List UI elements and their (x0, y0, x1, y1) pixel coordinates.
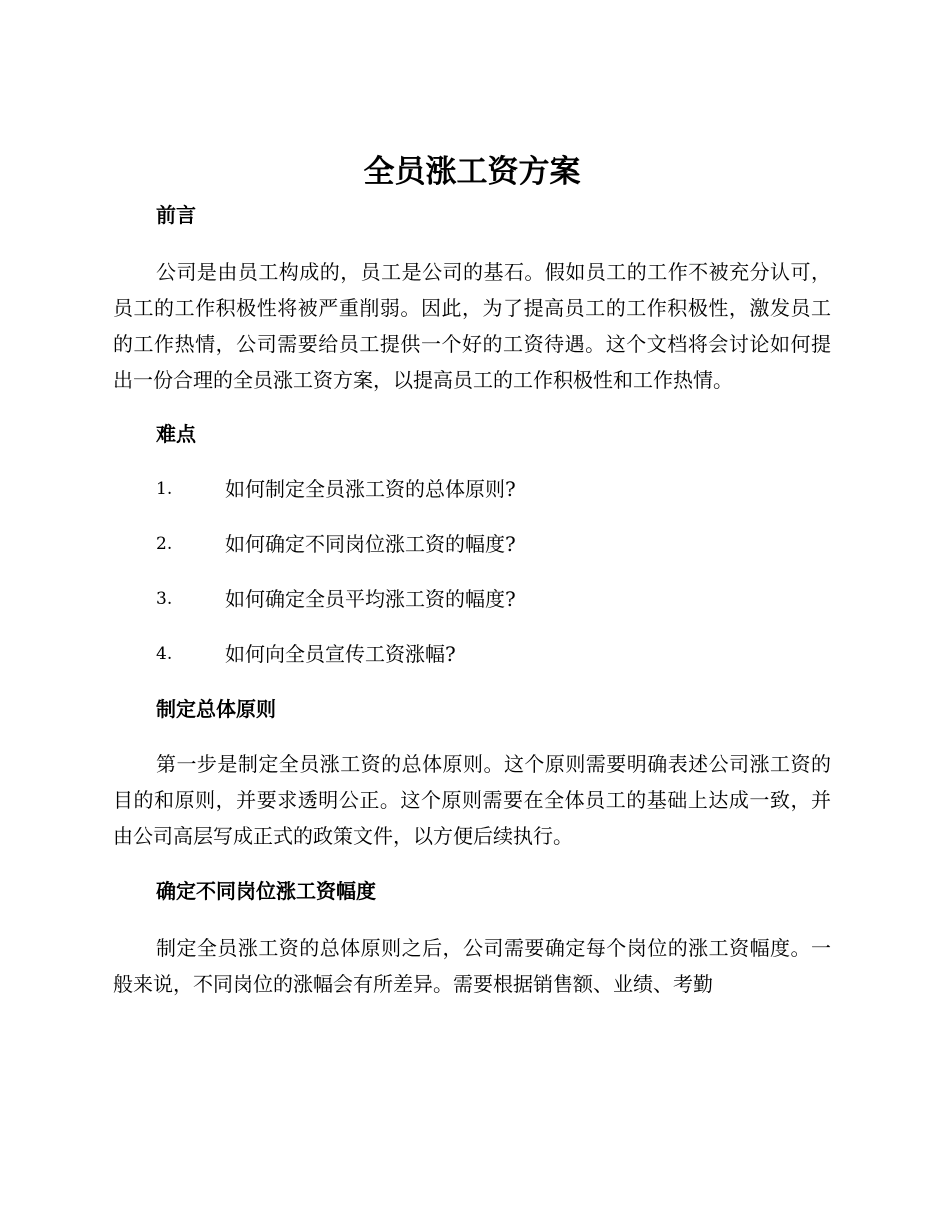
list-item-text: 如何制定全员涨工资的总体原则? (225, 477, 516, 501)
list-item-number: 3. (156, 589, 173, 609)
paragraph-preface: 公司是由员工构成的，员工是公司的基石。假如员工的工作不被充分认可，员工的工作积极性将被严重削弱。因此，为了提高员工的工作积极性，激发员工的工作热情，公司需要给员工提供一个好的工资待遇。这个文档将会讨论如何提出一份合理的全员涨工资方案，以提高员工的工作积极性和工作热情。 (113, 260, 831, 392)
paragraph-principles: 第一步是制定全员涨工资的总体原则。这个原则需要明确表述公司涨工资的目的和原则，并要求透明公正。这个原则需要在全体员工的基础上达成一致，并由公司高层写成正式的政策文件，以方便后续执行。 (113, 752, 831, 848)
heading-positions: 确定不同岗位涨工资幅度 (156, 879, 376, 903)
paragraph-positions: 制定全员涨工资的总体原则之后，公司需要确定每个岗位的涨工资幅度。一般来说，不同岗位的涨幅会有所差异。需要根据销售额、业绩、考勤 (113, 936, 831, 996)
heading-principles: 制定总体原则 (156, 697, 276, 721)
document-page (113, 150, 831, 1002)
document-title: 全员涨工资方案 (363, 154, 581, 190)
list-item-number: 4. (156, 644, 173, 664)
list-item-number: 1. (156, 479, 173, 499)
list-item (113, 639, 831, 669)
list-item-text: 如何确定不同岗位涨工资的幅度? (225, 532, 516, 556)
list-item-text: 如何向全员宣传工资涨幅? (225, 642, 456, 666)
heading-difficulties: 难点 (156, 422, 196, 446)
heading-preface: 前言 (156, 203, 196, 227)
difficulties-list (113, 474, 831, 669)
list-item (113, 474, 831, 504)
list-item (113, 529, 831, 559)
list-item (113, 584, 831, 614)
list-item-text: 如何确定全员平均涨工资的幅度? (225, 587, 516, 611)
list-item-number: 2. (156, 534, 173, 554)
